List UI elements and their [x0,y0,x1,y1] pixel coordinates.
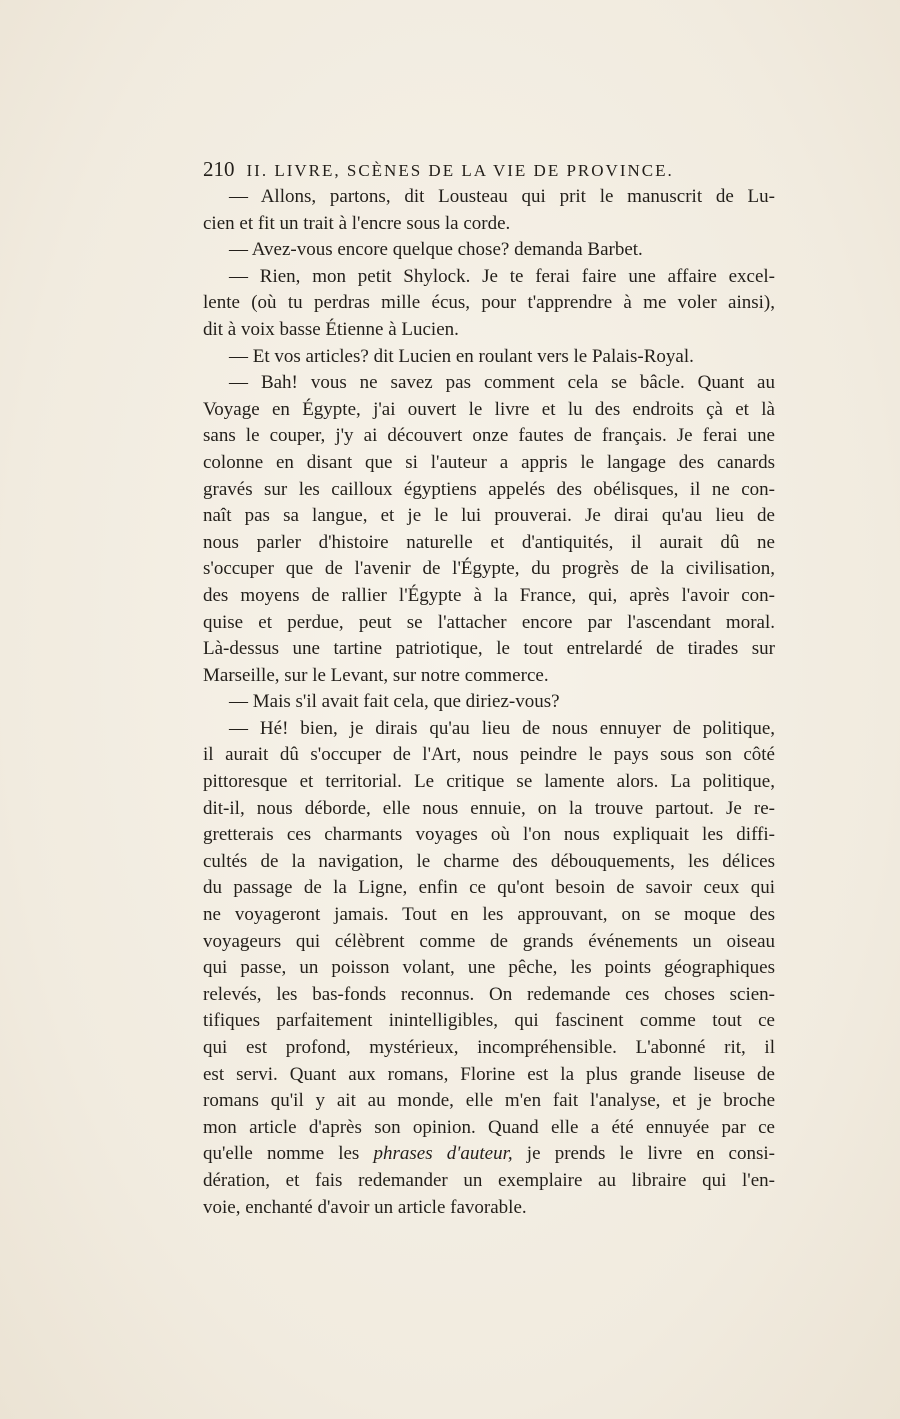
italic-phrase: phrases d'auteur, [373,1143,513,1165]
text-line: — Allons, partons, dit Lousteau qui prit le manuscrit de Lu- [229,186,775,207]
text-line: il aurait dû s'occuper de l'Art, nous peindre le pays sous son côté [203,744,775,766]
text-line: — Bah! vous ne savez pas comment cela se bâcle. Quant au [229,372,775,394]
text-line: — Et vos articles? dit Lucien en roulant vers le Palais-Royal. [229,345,694,367]
text-line: Voyage en Égypte, j'ai ouvert le livre et lu des endroits çà et là [203,398,775,420]
text-line: voie, enchanté d'avoir un article favorable. [203,1196,527,1218]
running-header [203,157,773,182]
text-line: mon article d'après son opinion. Quand elle a été ennuyée par ce [203,1116,775,1138]
page-number: 210 [203,157,235,181]
text-line: cultés de la navigation, le charme des débouquements, les délices [203,850,775,872]
text-line: lente (où tu perdras mille écus, pour t'apprendre à me voler ainsi), [203,292,775,314]
text-line: qui passe, un poisson volant, une pêche, les points géographiques [203,957,775,979]
text-line: dération, et fais redemander un exemplaire au libraire qui l'en- [203,1169,775,1191]
text-line: — Mais s'il avait fait cela, que diriez-vous? [229,691,560,713]
text-line: tifiques parfaitement inintelligibles, qui fascinent comme tout ce [203,1010,775,1032]
text-line: du passage de la Ligne, enfin ce qu'ont besoin de savoir ceux qui [203,877,775,899]
text-line [203,1141,775,1168]
text-line: s'occuper que de l'avenir de l'Égypte, du progrès de la civilisation, [203,558,775,580]
text-line: des moyens de rallier l'Égypte à la France, qui, après l'avoir con- [203,584,775,606]
body-text [203,184,775,1221]
text-line: gretterais ces charmants voyages où l'on nous expliquait les diffi- [203,824,775,846]
text-line: — Hé! bien, je dirais qu'au lieu de nous ennuyer de politique, [229,717,775,739]
text-segment: je prends le livre en consi- [512,1143,775,1165]
text-line: cien et fit un trait à l'encre sous la corde. [203,212,511,234]
text-line: pittoresque et territorial. Le critique se lamente alors. La politique, [203,771,775,793]
running-title: II. LIVRE, SCÈNES DE LA VIE DE PROVINCE. [246,161,674,180]
text-line: Là-dessus une tartine patriotique, le tout entrelardé de tirades sur [203,638,775,660]
text-line: — Rien, mon petit Shylock. Je te ferai faire une affaire excel- [229,265,775,287]
text-line: ne voyageront jamais. Tout en les approuvant, on se moque des [203,904,775,926]
text-line: quise et perdue, peut se l'attacher encore par l'ascendant moral. [203,611,775,633]
text-line: voyageurs qui célèbrent comme de grands événements un oiseau [203,930,775,952]
text-line: gravés sur les cailloux égyptiens appelés des obélisques, il ne con- [203,478,775,500]
text-line: dit-il, nous déborde, elle nous ennuie, on la trouve partout. Je re- [203,797,775,819]
text-line: Marseille, sur le Levant, sur notre commerce. [203,664,549,686]
text-line: qui est profond, mystérieux, incompréhensible. L'abonné rit, il [203,1037,775,1058]
text-line: dit à voix basse Étienne à Lucien. [203,318,459,340]
text-line: naît pas sa langue, et je le lui prouverai. Je dirai qu'au lieu de [203,505,775,527]
text-line: — Avez-vous encore quelque chose? demanda Barbet. [229,239,643,261]
text-segment: qu'elle nomme les [203,1143,374,1165]
text-line: nous parler d'histoire naturelle et d'antiquités, il aurait dû ne [203,531,775,553]
text-line: colonne en disant que si l'auteur a appris le langage des canards [203,451,775,473]
text-line: est servi. Quant aux romans, Florine est la plus grande liseuse de [203,1063,775,1085]
text-line: romans qu'il y ait au monde, elle m'en fait l'analyse, et je broche [203,1090,775,1112]
text-line: relevés, les bas-fonds reconnus. On redemande ces choses scien- [203,983,775,1005]
text-line: sans le couper, j'y ai découvert onze fautes de français. Je ferai une [203,425,775,447]
